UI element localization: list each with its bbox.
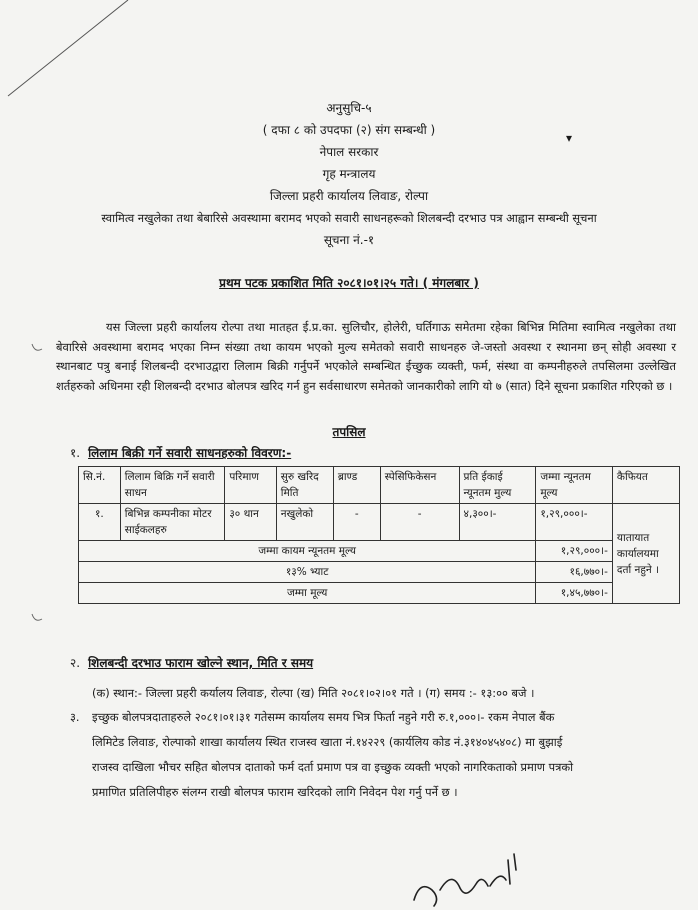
col-header: कैफियत — [612, 467, 679, 504]
schedule-label: अनुसुचि-५ — [326, 101, 372, 115]
col-header: सि.नं. — [79, 467, 121, 504]
table-cell: बिभिन्न कम्पनीका मोटर साईकलहरु — [120, 504, 225, 541]
table-cell: १. — [79, 504, 121, 541]
table-cell: ४,३००।- — [459, 504, 536, 541]
col-header: परिमाण — [225, 467, 276, 504]
vehicle-table — [78, 466, 680, 604]
summary-label: जम्मा मूल्य — [79, 583, 536, 604]
section-2-heading — [70, 654, 313, 671]
col-header: लिलाम बिक्रि गर्ने सवारी साधन — [120, 467, 225, 504]
ministry-name: गृह मन्त्रालय — [322, 167, 376, 181]
section-3-line: राजस्व दाखिला भौचर सहित बोलपत्र दाताको फर्म दर्ता प्रमाण पत्र वा इच्छुक व्यक्ती भएको नागरिकताको प्रमाण पत्रको — [92, 760, 574, 774]
col-header: ब्राण्ड — [333, 467, 380, 504]
office-name: जिल्ला प्रहरी कार्यालय लिवाङ, रोल्पा — [269, 189, 429, 203]
punch-hole-mark — [30, 342, 44, 354]
summary-value: १६,७७०।- — [536, 562, 613, 583]
government-name: नेपाल सरकार — [319, 145, 379, 159]
col-header: स्पेसिफिकेसन — [380, 467, 459, 504]
intro-text: यस जिल्ला प्रहरी कार्यालय रोल्पा तथा मातहत ई.प्र.का. सुलिचौर, होलेरी, घर्तिगाऊ समेतमा रहेका बिभिन्न मितिमा स्वामित्व नखुलेका तथा बेवारिसे अवस्थामा बरामद भएका निम्न संख्या तथा कायम भएको मुल्य समेतको सवारी साधनहरु जे-जस्तो अवस्था र स्थानमा छन् सोही अवस्था र स्थानबाट पत्रु बनाई शिलबन्दी दरभाउद्वारा लिलाम बिक्री गर्नुपर्ने भएकोले सम्बन्धित ईच्छुक व्यक्ती, फर्म, संस्था वा कम्पनीहरुले तपसिलमा उल्लेखित शर्तहरुको अधिनमा रही शिलबन्दी दरभाउ बोलपत्र खरिद गर्न हुन सर्वसाधारण समेतको जानकारीको लागि यो ७ (सात) दिने सूचना प्रकाशित गरिएको छ । — [56, 320, 676, 393]
col-header: सुरु खरिद मिति — [276, 467, 333, 504]
col-header: जम्मा न्यूनतम मूल्य — [536, 467, 613, 504]
ink-mark: ▾ — [566, 131, 573, 145]
section-3-line: लिमिटेड लिवाङ, रोल्पाको शाखा कार्यालय स्थित राजस्व खाता नं.१४२२९ (कार्यलिय कोड नं.३१४०४५४०८) मा बुझाई — [92, 735, 563, 749]
notice-number: सूचना नं.-१ — [323, 233, 375, 247]
col-header: प्रति ईकाई न्यूनतम मुल्य — [459, 467, 536, 504]
section-title: लिलाम बिक्री गर्ने सवारी साधनहरुको विवरण:- — [88, 446, 292, 460]
section-3-number: ३. — [70, 710, 80, 724]
table-header-row — [79, 467, 680, 504]
table-cell: - — [333, 504, 380, 541]
summary-row — [79, 562, 680, 583]
opening-details: (क) स्थान:- जिल्ला प्रहरी कर्यालय लिवाङ, रोल्पा (ख) मिति २०८१।०२।०१ गते । (ग) समय :- १३:०० बजे । — [92, 686, 535, 700]
section-number: १. — [70, 446, 81, 460]
section-title: शिलबन्दी दरभाउ फाराम खोल्ने स्थान, मिति र समय — [88, 656, 314, 670]
remarks-cell: यातायात कार्यालयमा दर्ता नहुने । — [612, 504, 679, 604]
handwritten-signature — [410, 840, 530, 910]
summary-row — [79, 541, 680, 562]
publication-date: प्रथम पटक प्रकाशित मिति २०८१।०१।२५ गते। ( मंगलबार ) — [219, 276, 479, 290]
summary-value: १,४५,७७०।- — [536, 583, 613, 604]
section-reference: ( दफा ८ को उपदफा (२) संग सम्बन्धी ) — [262, 123, 436, 137]
summary-label: १३% भ्याट — [79, 562, 536, 583]
summary-label: जम्मा कायम न्यूनतम मूल्य — [79, 541, 536, 562]
section-1-heading — [70, 444, 291, 461]
summary-value: १,२९,०००।- — [536, 541, 613, 562]
section-number: २. — [70, 656, 81, 670]
table-cell: १,२९,०००।- — [536, 504, 613, 541]
summary-row — [79, 583, 680, 604]
section-3-line: इच्छुक बोलपत्रदाताहरुले २०८१।०१।३१ गतेसम्म कार्यालय समय भित्र फिर्ता नहुने गरी रु.१,०००।- रकम नेपाल बैंक — [92, 710, 555, 724]
table-cell: ३० थान — [225, 504, 276, 541]
fold-line — [0, 0, 130, 100]
table-row — [79, 504, 680, 541]
notice-subject: स्वामित्व नखुलेका तथा बेबारिसे अवस्थामा बरामद भएको सवारी साधनहरूको शिलबन्दी दरभाउ पत्र आह्वान सम्बन्धी सूचना — [101, 211, 597, 225]
intro-paragraph — [56, 318, 676, 396]
table-cell: - — [380, 504, 459, 541]
punch-hole-mark — [30, 612, 44, 624]
tapsil-heading: तपसिल — [332, 425, 366, 439]
table-cell: नखुलेको — [276, 504, 333, 541]
section-3-line: प्रमाणित प्रतिलिपीहरु संलग्न राखी बोलपत्र फाराम खरिदको लागि निवेदन पेश गर्नु पर्ने छ । — [92, 785, 458, 799]
